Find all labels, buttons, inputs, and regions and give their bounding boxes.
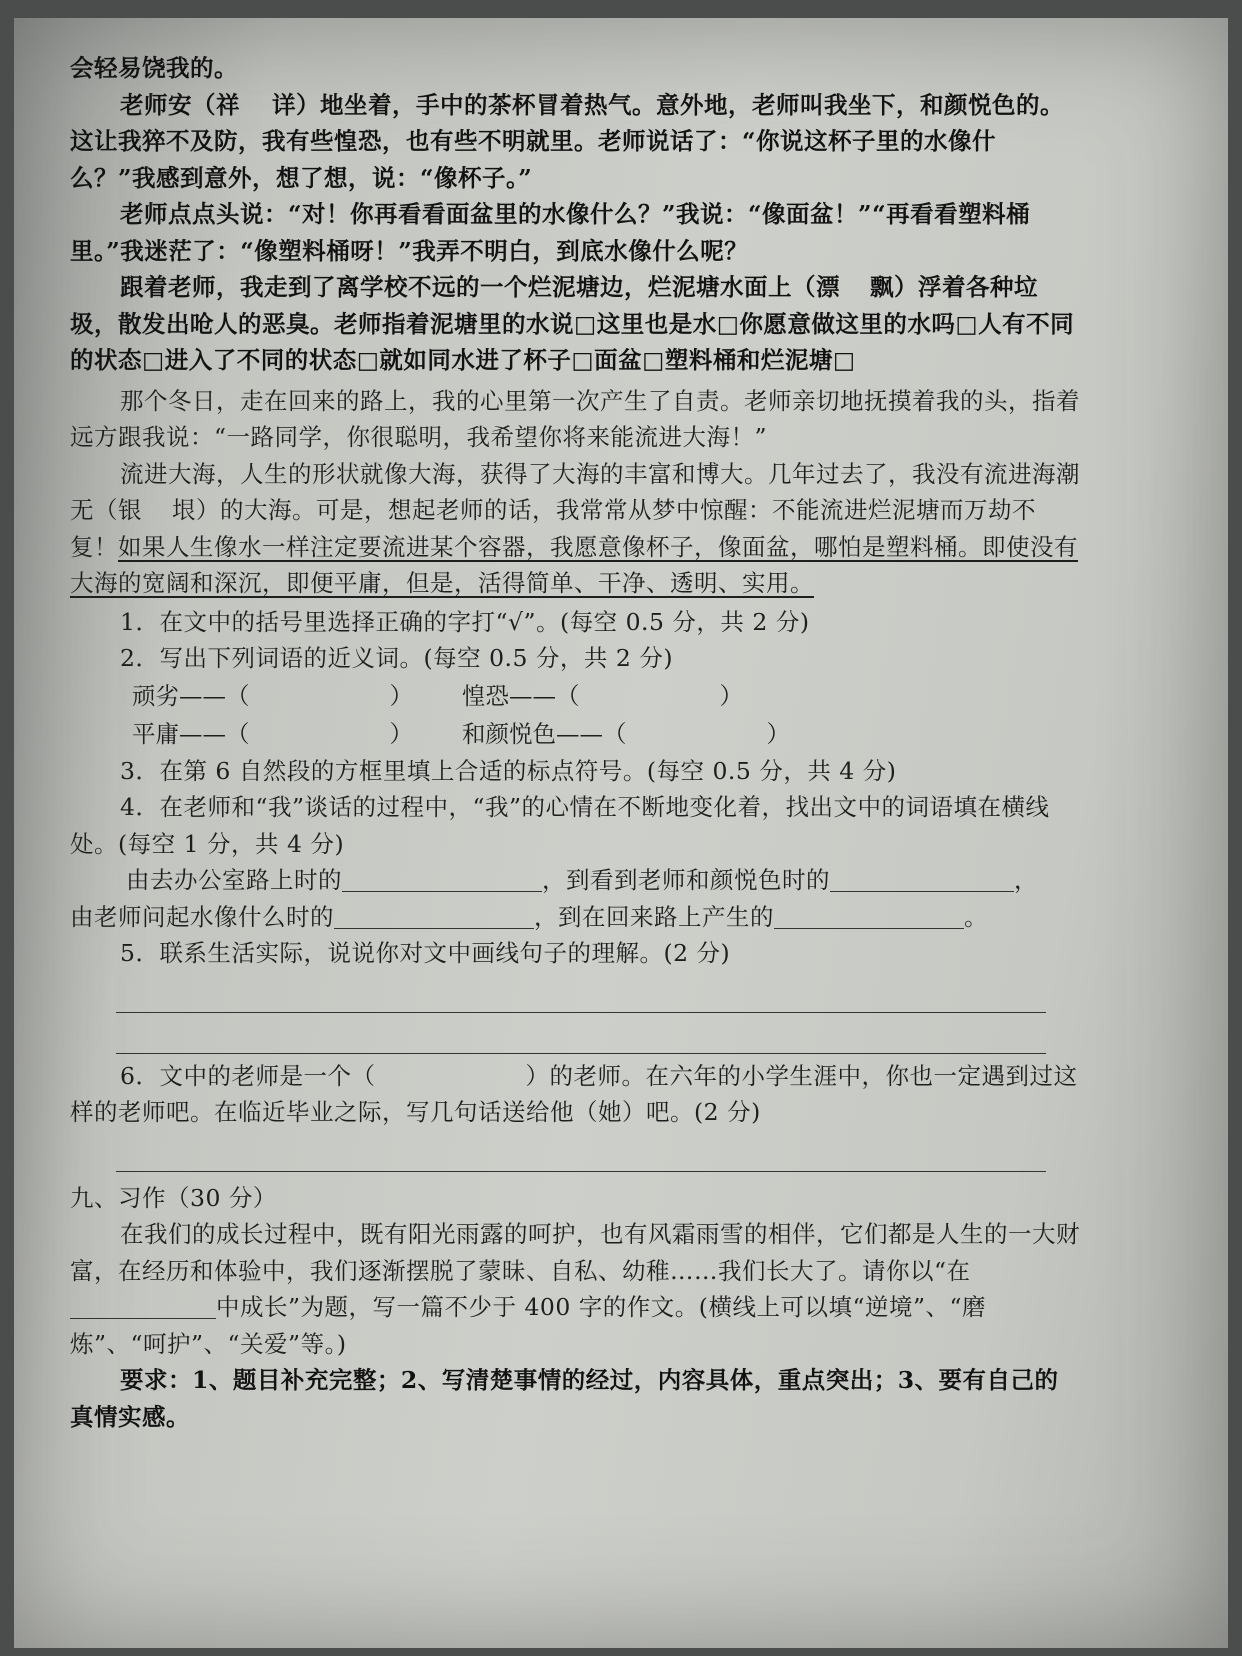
synonym-close-paren: ） bbox=[389, 681, 413, 710]
synonym-item-4 bbox=[462, 715, 792, 753]
question-1: 1．在文中的括号里选择正确的字打“√”。(每空 0.5 分，共 2 分) bbox=[120, 607, 810, 636]
paragraph-5-part-a: 流进大海，人生的形状就像大海，获得了大海的丰富和博大。几年过去了，我没有流进海潮无（银 bbox=[70, 459, 1080, 524]
answer-line[interactable] bbox=[116, 1013, 1046, 1054]
fill-label: 由老师问起水像什么时的 bbox=[70, 902, 334, 931]
passage-paragraph-5 bbox=[70, 456, 1080, 602]
fill-label: 由去办公室路上时的 bbox=[126, 866, 342, 894]
composition-heading: 九、习作（30 分） bbox=[70, 1183, 277, 1212]
synonym-word-label: 平庸——（ bbox=[132, 719, 250, 748]
paragraph-5-part-b: 垠）的大海。可是，想起老师的话，我常常从梦中惊醒：不能流进烂泥塘而万劫不复！ bbox=[70, 496, 1036, 561]
fill-label: 。 bbox=[964, 902, 988, 931]
question-5: 5．联系生活实际，说说你对文中画线句子的理解。(2 分) bbox=[120, 939, 731, 967]
answer-line[interactable] bbox=[116, 972, 1046, 1013]
question-4-fill-line-1 bbox=[70, 862, 1080, 899]
fill-label: ，到在回来路上产生的 bbox=[534, 902, 774, 931]
synonym-item-3 bbox=[132, 715, 462, 753]
synonym-word-label: 顽劣——（ bbox=[132, 681, 250, 710]
exam-sheet bbox=[14, 18, 1228, 1648]
exam-body bbox=[70, 50, 1080, 1435]
composition-requirements: 要求：1、题目补充完整；2、写清楚事情的经过，内容具体，重点突出；3、要有自己的真情实感。 bbox=[70, 1366, 1059, 1431]
paragraph-1-part-a: 老师安（祥 bbox=[120, 90, 240, 119]
fill-blank[interactable] bbox=[334, 902, 534, 929]
composition-intro-part-b: 中成长”为题，写一篇不少于 400 字的作文。(横线上可以填“逆境”、“磨炼”、“呵护”、“关爱”等。) bbox=[70, 1293, 987, 1358]
paragraph-3-part-b: 飘）浮着各种垃圾，散发出呛人的恶臭。老师指着泥塘里的水说□这里也是水□你愿意做这里的水吗□人有不同的状态□进入了不同的状态□就如同水进了杯子□面盆□塑料桶和烂泥塘□ bbox=[70, 273, 1075, 374]
fill-label: ，到看到老师和颜悦色时的 bbox=[542, 866, 830, 894]
synonym-close-paren: ） bbox=[719, 681, 743, 710]
question-4: 4．在老师和“我”谈话的过程中，“我”的心情在不断地变化着，找出文中的词语填在横线处。(每空 1 分，共 4 分) bbox=[70, 793, 1050, 858]
question-6 bbox=[70, 1058, 1080, 1131]
answer-line[interactable] bbox=[116, 1131, 1046, 1172]
question-3: 3．在第 6 自然段的方框里填上合适的标点符号。(每空 0.5 分，共 4 分) bbox=[120, 756, 897, 785]
passage-paragraph-3 bbox=[70, 269, 1080, 379]
title-blank[interactable] bbox=[70, 1292, 216, 1319]
synonym-row-1 bbox=[70, 677, 1080, 715]
passage-paragraph-1 bbox=[70, 87, 1080, 197]
underlined-sentence: 如果人生像水一样注定要流进某个容器，我愿意像杯子，像面盆，哪怕是塑料桶。即使没有大海的宽阔和深沉，即便平庸，但是，活得简单、干净、透明、实用。 bbox=[70, 532, 1078, 597]
passage-paragraph-4: 那个冬日，走在回来的路上，我的心里第一次产生了自责。老师亲切地抚摸着我的头，指着远方跟我说：“一路同学，你很聪明，我希望你将来能流进大海！” bbox=[70, 386, 1080, 451]
synonym-close-paren: ） bbox=[389, 719, 413, 748]
paragraph-3-part-a: 跟着老师，我走到了离学校不远的一个烂泥塘边，烂泥塘水面上（漂 bbox=[120, 273, 840, 301]
synonym-close-paren: ） bbox=[766, 719, 790, 748]
fill-label: ， bbox=[1014, 866, 1038, 894]
paragraph-1-part-b: 详）地坐着，手中的茶杯冒着热气。意外地，老师叫我坐下，和颜悦色的。这让我猝不及防，我有些惶恐，也有些不明就里。老师说话了：“你说这杯子里的水像什么？”我感到意外，想了想，说：“像杯子。” bbox=[70, 90, 1064, 192]
question-6-part-a: 6．文中的老师是一个（ bbox=[120, 1061, 376, 1090]
composition-intro bbox=[70, 1216, 1080, 1362]
question-4-fill-line-2 bbox=[70, 899, 1080, 936]
passage-paragraph-2: 老师点点头说：“对！你再看看面盆里的水像什么？”我说：“像面盆！”“再看看塑料桶里。”我迷茫了：“像塑料桶呀！”我弄不明白，到底水像什么呢？ bbox=[70, 200, 1031, 265]
synonym-item-1 bbox=[132, 677, 462, 715]
passage-paragraph-0: 会轻易饶我的。 bbox=[70, 54, 238, 82]
question-2: 2．写出下列词语的近义词。(每空 0.5 分，共 2 分) bbox=[120, 644, 673, 672]
synonym-word-label: 惶恐——（ bbox=[462, 681, 580, 710]
synonym-word-label: 和颜悦色——（ bbox=[462, 719, 627, 748]
composition-intro-part-a: 在我们的成长过程中，既有阳光雨露的呵护，也有风霜雨雪的相伴，它们都是人生的一大财富，在经历和体验中，我们逐渐摆脱了蒙昧、自私、幼稚……我们长大了。请你以“在 bbox=[70, 1220, 1080, 1285]
fill-blank[interactable] bbox=[774, 902, 964, 929]
question-6-part-b: ）的老师。在六年的小学生涯中，你也一定遇到过这样的老师吧。在临近毕业之际，写几句话送给他（她）吧。(2 分) bbox=[70, 1061, 1078, 1126]
synonym-row-2 bbox=[70, 715, 1080, 753]
fill-blank[interactable] bbox=[830, 865, 1014, 892]
fill-blank[interactable] bbox=[342, 865, 542, 892]
synonym-item-2 bbox=[462, 677, 792, 715]
